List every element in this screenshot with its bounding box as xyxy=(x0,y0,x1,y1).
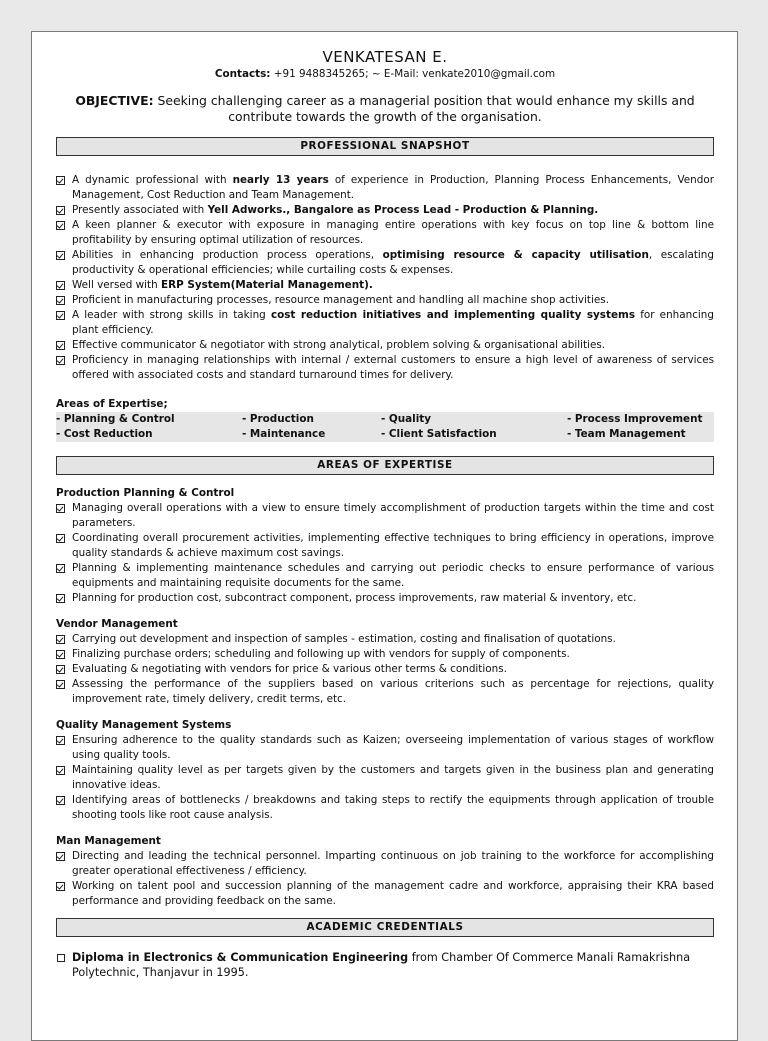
snapshot-item xyxy=(56,278,714,293)
objective-label: OBJECTIVE: xyxy=(75,93,154,108)
snapshot-text: of experience in Production, Planning Process Enhancements, Vendor Management, Cost Reduction and Team Management. xyxy=(72,174,714,201)
snapshot-item xyxy=(56,218,714,248)
snapshot-text: Proficiency in managing relationships with internal / external customers to ensure a high level of awareness of services offered with associated costs and standard turnaround times for delivery. xyxy=(72,354,714,381)
expertise-item: Planning for production cost, subcontract component, process improvements, raw material & inventory, etc. xyxy=(56,591,714,606)
expertise-cell: - Planning & Control xyxy=(56,412,242,427)
expertise-table xyxy=(56,412,714,442)
snapshot-text: Presently associated with xyxy=(72,204,208,216)
expertise-group-heading: Production Planning & Control xyxy=(56,487,235,499)
contacts-value: +91 9488345265; ~ E-Mail: venkate2010@gmail.com xyxy=(270,68,556,80)
expertise-groups xyxy=(56,486,714,909)
expertise-item: Working on talent pool and succession planning of the management cadre and workforce, appraising their KRA based performance and providing feedback on the same. xyxy=(56,879,714,909)
expertise-item: Managing overall operations with a view to ensure timely accomplishment of production targets within the time and cost parameters. xyxy=(56,501,714,531)
expertise-heading: Areas of Expertise; xyxy=(56,398,168,410)
expertise-group-heading: Vendor Management xyxy=(56,618,178,630)
expertise-item: Evaluating & negotiating with vendors for price & various other terms & conditions. xyxy=(56,662,714,677)
snapshot-list xyxy=(56,173,714,383)
snapshot-item xyxy=(56,173,714,203)
snapshot-text: A dynamic professional with xyxy=(72,174,233,186)
snapshot-highlight: optimising resource & capacity utilisation xyxy=(382,249,649,261)
expertise-item: Carrying out development and inspection of samples - estimation, costing and finalisation of quotations. xyxy=(56,632,714,647)
expertise-group-list xyxy=(56,632,714,707)
resume-content xyxy=(56,45,714,980)
section-header-expertise: AREAS OF EXPERTISE xyxy=(56,456,714,475)
expertise-item: Directing and leading the technical personnel. Imparting continuous on job training to the workforce for accomplishing greater operational effectiveness / efficiency. xyxy=(56,849,714,879)
academic-list xyxy=(56,950,714,980)
section-header-snapshot: PROFESSIONAL SNAPSHOT xyxy=(56,137,714,156)
snapshot-text: Abilities in enhancing production process operations, xyxy=(72,249,383,261)
academic-degree: Diploma in Electronics & Communication Engineering xyxy=(72,951,409,964)
expertise-item: Maintaining quality level as per targets given by the customers and targets given in the business plan and generating innovative ideas. xyxy=(56,763,714,793)
section-header-academic: ACADEMIC CREDENTIALS xyxy=(56,918,714,937)
snapshot-highlight: nearly 13 years xyxy=(232,174,329,186)
snapshot-highlight: cost reduction initiatives and implementing quality systems xyxy=(270,309,636,321)
expertise-item: Identifying areas of bottlenecks / breakdowns and taking steps to rectify the equipments through application of trouble shooting tools like root cause analysis. xyxy=(56,793,714,823)
expertise-item: Coordinating overall procurement activities, implementing effective techniques to bring efficiency in operations, improve quality standards & achieve maximum cost savings. xyxy=(56,531,714,561)
expertise-group-heading: Man Management xyxy=(56,835,161,847)
snapshot-item xyxy=(56,308,714,338)
expertise-cell: - Team Management xyxy=(567,427,714,442)
expertise-item: Ensuring adherence to the quality standards such as Kaizen; overseeing implementation of various stages of workflow using quality tools. xyxy=(56,733,714,763)
snapshot-item xyxy=(56,203,714,218)
expertise-row xyxy=(56,427,714,442)
snapshot-item xyxy=(56,353,714,383)
snapshot-highlight: ERP System(Material Management). xyxy=(161,279,373,291)
snapshot-item xyxy=(56,248,714,278)
expertise-item: Planning & implementing maintenance schedules and carrying out periodic checks to ensure performance of various equipments and maintaining requisite documents for the same. xyxy=(56,561,714,591)
academic-item xyxy=(56,950,714,980)
objective-text: Seeking challenging career as a managerial position that would enhance my skills and contribute towards the growth of the organisation. xyxy=(153,93,695,124)
academic-detail: from Chamber Of Commerce Manali Ramakrishna Polytechnic, Thanjavur in 1995. xyxy=(72,951,691,979)
snapshot-text: for enhancing plant efficiency. xyxy=(72,309,714,336)
expertise-cell: - Client Satisfaction xyxy=(381,427,567,442)
snapshot-text: Effective communicator & negotiator with strong analytical, problem solving & organisational abilities. xyxy=(72,339,606,351)
expertise-cell: - Production xyxy=(242,412,381,427)
candidate-name: VENKATESAN E. xyxy=(322,48,448,66)
snapshot-text: A leader with strong skills in taking xyxy=(72,309,271,321)
expertise-row xyxy=(56,412,714,427)
expertise-cell: - Process Improvement xyxy=(567,412,714,427)
expertise-cell: - Cost Reduction xyxy=(56,427,242,442)
expertise-cell: - Maintenance xyxy=(242,427,381,442)
expertise-cell: - Quality xyxy=(381,412,567,427)
expertise-item: Assessing the performance of the suppliers based on various criterions such as percentage for rejections, quality improvement rate, timely delivery, credit terms, etc. xyxy=(56,677,714,707)
expertise-group-heading: Quality Management Systems xyxy=(56,719,232,731)
resume-page xyxy=(31,31,738,1041)
snapshot-text: A keen planner & executor with exposure in managing entire operations with key focus on top line & bottom line profitability by ensuring optimal utilization of resources. xyxy=(72,219,714,246)
expertise-item: Finalizing purchase orders; scheduling and following up with vendors for supply of components. xyxy=(56,647,714,662)
expertise-group-list xyxy=(56,849,714,909)
snapshot-highlight: Yell Adworks., Bangalore as Process Lead - Production & Planning. xyxy=(207,204,599,216)
snapshot-item xyxy=(56,338,714,353)
expertise-group-list xyxy=(56,733,714,823)
objective xyxy=(56,93,714,125)
snapshot-text: Well versed with xyxy=(72,279,161,291)
expertise-group-list xyxy=(56,501,714,606)
snapshot-text: Proficient in manufacturing processes, resource management and handling all machine shop activities. xyxy=(72,294,609,306)
contact-line xyxy=(56,67,714,81)
snapshot-text: , escalating productivity & operational efficiencies; while curtailing costs & expenses. xyxy=(72,249,714,276)
contacts-label: Contacts: xyxy=(214,68,271,80)
snapshot-item xyxy=(56,293,714,308)
